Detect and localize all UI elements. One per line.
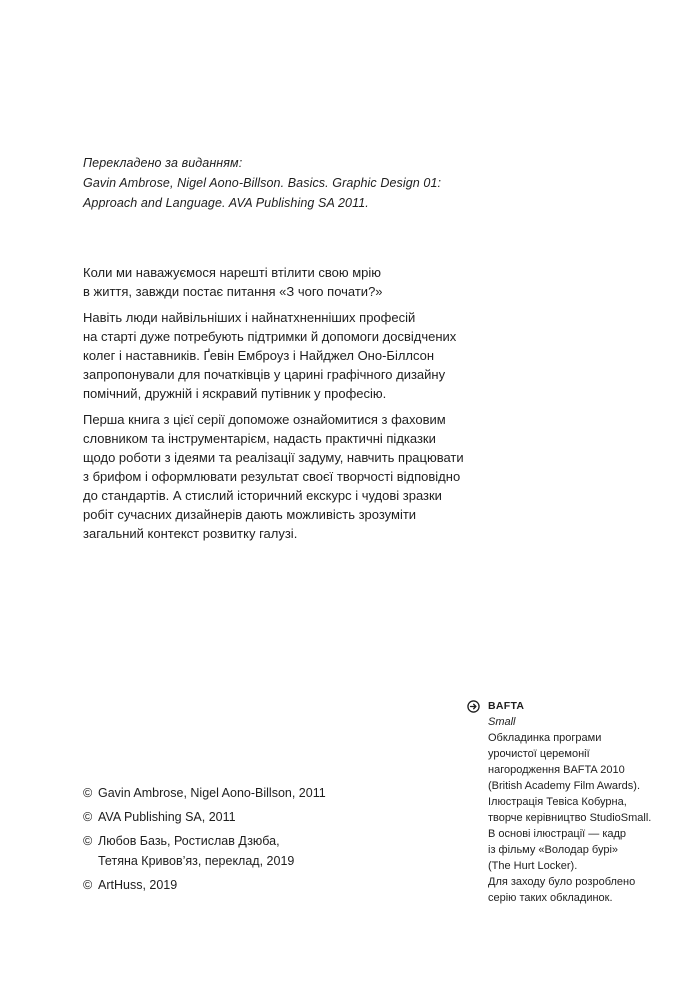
caption-title: BAFTA [488,700,525,712]
caption-line: (British Academy Film Awards). [488,780,641,792]
caption-line: серію таких обкладинок. [488,892,613,904]
caption-subtitle: Small [488,716,516,728]
caption-line: урочистої церемонії [488,748,590,760]
description-paragraph [83,263,483,301]
copyright-text: AVA Publishing SA, 2011 [98,810,236,824]
caption-line: (The Hurt Locker). [488,860,578,872]
book-description [83,263,483,550]
text-line: Перша книга з цієї серії допоможе ознайомитися з фаховим [83,412,446,427]
text-line: Навіть люди найвільніших і найнатхненніших професій [83,310,416,325]
caption-line: нагородження BAFTA 2010 [488,764,625,776]
text-line: запропонували для початківців у царині графічного дизайну [83,367,446,382]
text-line: на старті дуже потребують підтримки й допомоги досвідчених [83,329,457,344]
copyright-symbol: © [83,878,93,892]
source-line: Gavin Ambrose, Nigel Aono-Billson. Basics. Graphic Design 01: [83,176,442,190]
copyright-entry [83,807,413,827]
caption-line: творче керівництво StudioSmall. [488,812,652,824]
copyright-entry [83,783,413,803]
arrow-circle-right-icon [467,700,480,713]
text-line: колег і наставників. Ґевін Емброуз і Найджел Оно-Біллсон [83,348,435,363]
copyright-symbol: © [83,834,93,848]
copyright-text: Тетяна Кривов’яз, переклад, 2019 [98,854,295,868]
source-edition-note [83,153,463,213]
copyright-text: ArtHuss, 2019 [98,878,178,892]
text-line: з брифом і оформлювати результат своєї творчості відповідно [83,469,461,484]
text-line: в життя, завжди постає питання «З чого почати?» [83,284,383,299]
caption-heading [467,698,667,714]
source-line: Approach and Language. AVA Publishing SA 2011. [83,196,369,210]
caption-line: із фільму «Володар бурі» [488,844,619,856]
text-line: щодо роботи з ідеями та реалізації задуму, навчить працювати [83,450,464,465]
description-paragraph [83,308,483,403]
cover-illustration-caption [467,698,667,906]
copyright-entry [83,875,413,895]
copyright-symbol: © [83,786,93,800]
text-line: помічний, дружній і яскравий путівник у професію. [83,386,387,401]
text-line: загальний контекст розвитку галузі. [83,526,298,541]
source-line: Перекладено за виданням: [83,156,243,170]
copyright-entry [83,831,413,871]
caption-line: Ілюстрація Тевіса Кобурна, [488,796,627,808]
text-line: до стандартів. А стислий історичний екскурс і чудові зразки [83,488,442,503]
caption-line: Обкладинка програми [488,732,602,744]
text-line: робіт сучасних дизайнерів дають можливість зрозуміти [83,507,417,522]
text-line: Коли ми наважуємося нарешті втілити свою мрію [83,265,382,280]
caption-line: В основі ілюстрації — кадр [488,828,627,840]
copyright-block [83,783,413,899]
caption-line: Для заходу було розроблено [488,876,636,888]
copyright-text: Gavin Ambrose, Nigel Aono-Billson, 2011 [98,786,326,800]
caption-body [488,714,667,906]
copyright-symbol: © [83,810,93,824]
text-line: словником та інструментарієм, надасть практичні підказки [83,431,436,446]
copyright-text: Любов Базь, Ростислав Дзюба, [98,834,280,848]
description-paragraph [83,410,483,543]
